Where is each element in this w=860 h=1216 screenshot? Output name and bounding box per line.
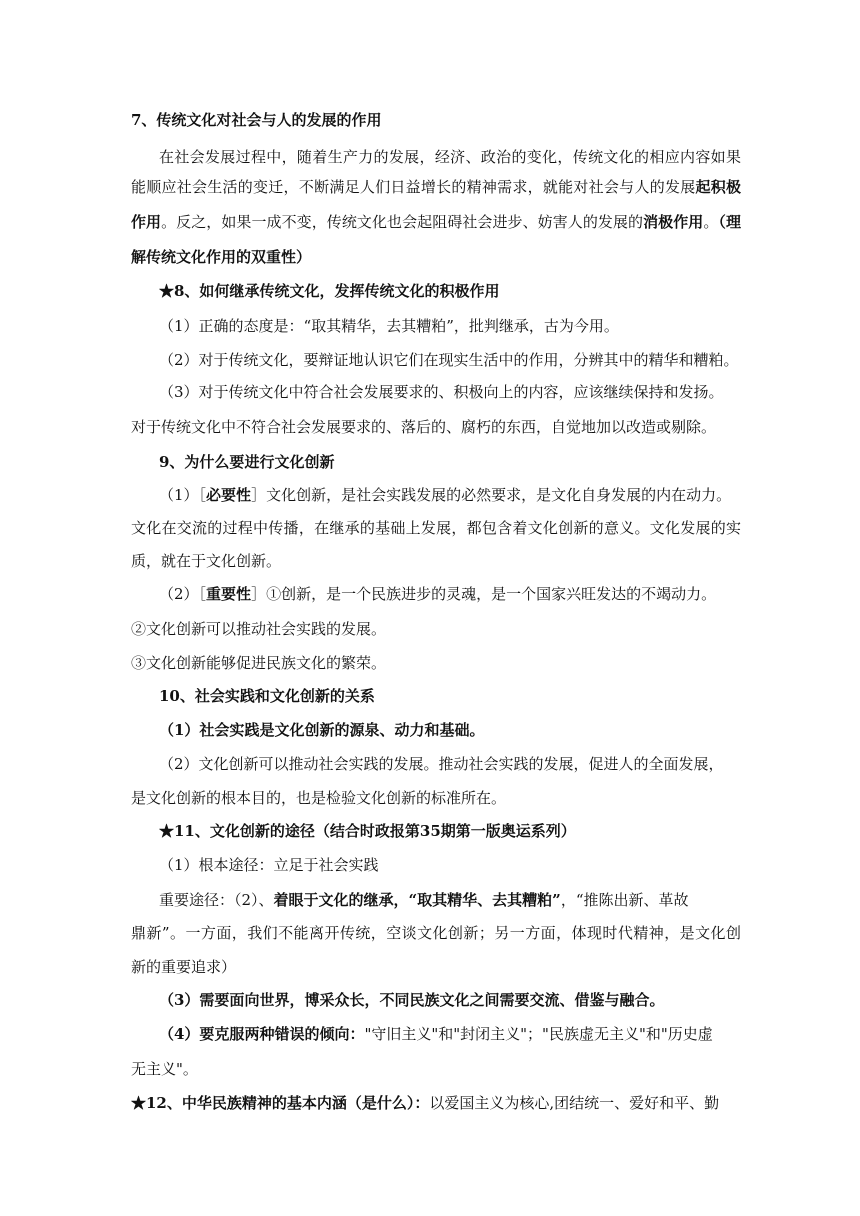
section-11-point-4-cont: 无主义"。	[131, 1060, 198, 1078]
section-9-point-1-line-3: 质，就在于文化创新。	[131, 552, 282, 570]
section-9-point-1-line-2: 文化在交流的过程中传播，在继承的基础上发展，都包含着文化创新的意义。文化发展的实	[131, 519, 741, 537]
section-9-point-1	[159, 485, 741, 505]
section-11-emphasis: 着眼于文化的继承，“取其精华、去其糟粕”	[273, 891, 561, 909]
section-11-heading: ★11、文化创新的途径（结合时政报第35期第一版奥运系列）	[159, 822, 576, 840]
section-11-point-2-line-3: 新的重要追求）	[131, 958, 237, 976]
section-11-point-3: （3）需要面向世界，博采众长，不同民族文化之间需要交流、借鉴与融合。	[159, 991, 665, 1009]
section-9-emphasis: 必要性	[206, 486, 252, 504]
section-12-emphasis: ★12、中华民族精神的基本内涵（是什么）：	[131, 1094, 430, 1112]
section-9-text: ］文化创新，是社会实践发展的必然要求，是文化自身发展的内在动力。	[251, 486, 732, 504]
section-7-heading: 7、传统文化对社会与人的发展的作用	[131, 111, 382, 129]
section-7-line-2	[131, 177, 741, 197]
section-12-heading	[131, 1093, 741, 1113]
section-9-text: （2）［	[159, 585, 207, 603]
section-10-point-2: （2）文化创新可以推动社会实践的发展。推动社会实践的发展，促进人的全面发展，	[159, 755, 724, 773]
section-9-point-3: ②文化创新可以推动社会实践的发展。	[131, 620, 387, 638]
section-7-line-4: 解传统文化作用的双重性）	[131, 248, 312, 266]
section-10-point-1: （1）社会实践是文化创新的源泉、动力和基础。	[159, 721, 485, 739]
section-11-point-2-line-2: 鼎新”。一方面，我们不能离开传统，空谈文化创新；另一方面，体现时代精神，是文化创	[131, 924, 741, 942]
section-7-text: 。	[703, 213, 719, 231]
section-8-point-3-cont: 对于传统文化中不符合社会发展要求的、落后的、腐朽的东西，自觉地加以改造或剔除。	[131, 418, 717, 436]
section-7-emphasis: 消极作用	[643, 213, 704, 231]
section-7-text: 能顺应社会生活的变迁，不断满足人们日益增长的精神需求，就能对社会与人的发展	[131, 178, 696, 196]
section-10-heading: 10、社会实践和文化创新的关系	[159, 687, 375, 705]
section-7-line-3	[131, 212, 741, 232]
section-11-text: ，“推陈出新、革故	[560, 891, 689, 909]
section-7-emphasis: （理	[718, 213, 741, 231]
section-9-point-4: ③文化创新能够促进民族文化的繁荣。	[131, 654, 387, 672]
section-7-emphasis: 作用	[131, 213, 162, 231]
section-11-text: 重要途径：（2）、	[159, 891, 274, 909]
section-11-text: "守旧主义"和"封闭主义"；"民族虚无主义"和"历史虚	[364, 1025, 713, 1043]
section-10-point-2-cont: 是文化创新的根本目的，也是检验文化创新的标准所在。	[131, 789, 507, 807]
section-11-point-2	[159, 890, 741, 910]
section-8-point-1: （1）正确的态度是：“取其精华，去其糟粕”，批判继承，古为今用。	[159, 317, 619, 335]
section-8-point-2: （2）对于传统文化，要辩证地认识它们在现实生活中的作用，分辨其中的精华和糟粕。	[159, 351, 739, 369]
section-9-heading: 9、为什么要进行文化创新	[159, 453, 335, 471]
section-8-point-3: （3）对于传统文化中符合社会发展要求的、积极向上的内容，应该继续保持和发扬。	[159, 383, 724, 401]
section-11-point-1: （1）根本途径：立足于社会实践	[159, 856, 379, 874]
section-9-point-2	[159, 584, 741, 604]
section-7-text: 。反之，如果一成不变，传统文化也会起阻碍社会进步、妨害人的发展的	[161, 213, 644, 231]
section-7-line-1: 在社会发展过程中，随着生产力的发展，经济、政治的变化，传统文化的相应内容如果	[159, 148, 741, 166]
section-11-point-4	[159, 1024, 741, 1044]
section-8-heading: ★8、如何继承传统文化，发挥传统文化的积极作用	[159, 282, 500, 300]
section-7-emphasis: 起积极	[695, 178, 741, 196]
section-12-text: 以爱国主义为核心,团结统一、爱好和平、勤	[429, 1094, 720, 1112]
section-11-emphasis: （4）要克服两种错误的倾向：	[159, 1025, 365, 1043]
section-9-emphasis: 重要性	[206, 585, 252, 603]
section-9-text: （1）［	[159, 486, 207, 504]
section-9-text: ］①创新，是一个民族进步的灵魂，是一个国家兴旺发达的不竭动力。	[251, 585, 717, 603]
